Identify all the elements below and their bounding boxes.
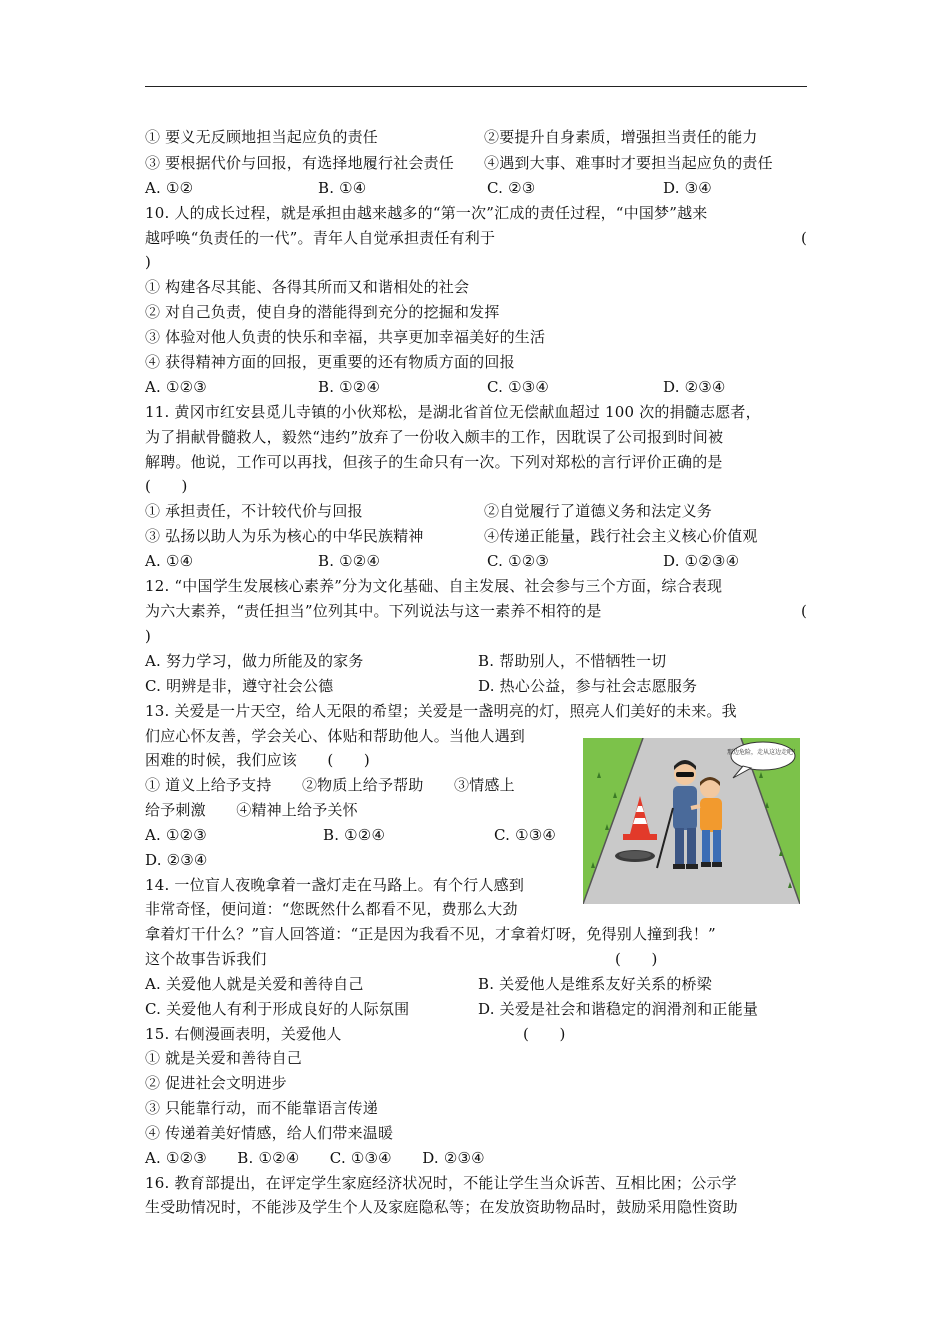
q9-answer-c: C. ②③ xyxy=(487,179,536,197)
q12-answer-b: B. 帮助别人，不惜牺牲一切 xyxy=(478,652,667,670)
q11-option-4: ④传递正能量，践行社会主义核心价值观 xyxy=(484,527,758,545)
q14-answer-paren: ( ) xyxy=(615,950,658,968)
q13-answer-a: A. ①②③ xyxy=(145,826,207,844)
q11-option-3: ③ 弘扬以助人为乐为核心的中华民族精神 xyxy=(145,527,424,545)
q10-stem-line2: 越呼唤“负责任的一代”。青年人自觉承担责任有利于 xyxy=(145,229,496,247)
q15-option-2: ② 促进社会文明进步 xyxy=(145,1074,287,1092)
q12-answer-a: A. 努力学习，做力所能及的家务 xyxy=(145,652,364,670)
header-rule xyxy=(145,86,807,87)
q16-stem-line1: 16. 教育部提出，在评定学生家庭经济状况时，不能让学生当众诉苦、互相比困；公示学 xyxy=(145,1174,737,1192)
q10-option-2: ② 对自己负责，使自身的潜能得到充分的挖掘和发挥 xyxy=(145,303,500,321)
q9-option-1: ① 要义无反顾地担当起应负的责任 xyxy=(145,128,378,146)
q14-answer-b: B. 关爱他人是维系友好关系的桥梁 xyxy=(478,975,712,993)
q9-answer-a: A. ①② xyxy=(145,179,194,197)
q12-stem-line2: 为六大素养，“责任担当”位列其中。下列说法与这一素养不相符的是 xyxy=(145,602,602,620)
q11-stem-line2: 为了捐献骨髓救人，毅然“违约”放弃了一份收入颇丰的工作，因耽误了公司报到时间被 xyxy=(145,428,724,446)
q9-answer-b: B. ①④ xyxy=(318,179,367,197)
q16-stem-line2: 生受助情况时，不能涉及学生个人及家庭隐私等；在发放资助物品时，鼓励采用隐性资助 xyxy=(145,1198,738,1216)
q11-answer-paren: ( ) xyxy=(145,477,188,495)
q15-option-4: ④ 传递着美好情感，给人们带来温暖 xyxy=(145,1124,394,1142)
q12-answer-c: C. 明辨是非，遵守社会公德 xyxy=(145,677,334,695)
q15-answers: A. ①②③ B. ①②④ C. ①③④ D. ②③④ xyxy=(145,1149,485,1167)
q14-stem-line4: 这个故事告诉我们 xyxy=(145,950,267,968)
q9-option-2: ②要提升自身素质，增强担当责任的能力 xyxy=(484,128,758,146)
q15-option-1: ① 就是关爱和善待自己 xyxy=(145,1049,302,1067)
q9-option-4: ④遇到大事、难事时才要担当起应负的责任 xyxy=(484,154,773,172)
q14-stem-line1: 14. 一位盲人夜晚拿着一盏灯走在马路上。有个行人感到 xyxy=(145,876,525,894)
q11-stem-line1: 11. 黄冈市红安县觅儿寺镇的小伙郑松，是湖北省首位无偿献血超过 100 次的捐髓志愿者， xyxy=(145,403,761,421)
q10-answer-a: A. ①②③ xyxy=(145,378,207,396)
q12-paren-close: ) xyxy=(145,627,152,645)
q12-answer-d: D. 热心公益，参与社会志愿服务 xyxy=(478,677,698,695)
q11-answer-a: A. ①④ xyxy=(145,552,194,570)
speech-bubble xyxy=(731,742,795,770)
q14-answer-a: A. 关爱他人就是关爱和善待自己 xyxy=(145,975,364,993)
q11-answer-b: B. ①②④ xyxy=(318,552,381,570)
q10-paren-close: ) xyxy=(145,253,152,271)
q11-option-1: ① 承担责任，不计较代价与回报 xyxy=(145,502,363,520)
q15-option-3: ③ 只能靠行动，而不能靠语言传递 xyxy=(145,1099,378,1117)
q10-option-1: ① 构建各尽其能、各得其所而又和谐相处的社会 xyxy=(145,278,470,296)
q15-stem: 15. 右侧漫画表明，关爱他人 xyxy=(145,1025,342,1043)
q11-stem-line3: 解聘。他说，工作可以再找，但孩子的生命只有一次。下列对郑松的言行评价正确的是 xyxy=(145,453,723,471)
q13-answer-b: B. ①②④ xyxy=(323,826,386,844)
q13-answer-c: C. ①③④ xyxy=(494,826,557,844)
q10-answer-c: C. ①③④ xyxy=(487,378,550,396)
speech-text: 那边危险，走从这边走吧！ xyxy=(726,749,800,756)
q13-stem-line1: 13. 关爱是一片天空，给人无限的希望；关爱是一盏明亮的灯，照亮人们美好的未来。我 xyxy=(145,702,737,720)
q13-stem-line2: 们应心怀友善，学会关心、体贴和帮助他人。当他人遇到 xyxy=(145,727,526,745)
q9-option-3: ③ 要根据代价与回报，有选择地履行社会责任 xyxy=(145,154,454,172)
q12-paren-open: ( xyxy=(801,602,808,620)
q9-answer-d: D. ③④ xyxy=(663,179,712,197)
q13-options-line2: 给予刺激 ④精神上给予关怀 xyxy=(145,801,358,819)
q15-answer-paren: ( ) xyxy=(523,1025,566,1043)
q11-answer-c: C. ①②③ xyxy=(487,552,550,570)
q13-answer-d: D. ②③④ xyxy=(145,851,208,869)
q14-stem-line2: 非常奇怪，便问道：“您既然什么都看不见，费那么大劲 xyxy=(145,900,518,918)
q10-paren-open: ( xyxy=(801,229,808,247)
q14-stem-line3: 拿着灯干什么？”盲人回答道：“正是因为我看不见，才拿着灯呀，免得别人撞到我！” xyxy=(145,925,716,943)
q14-answer-c: C. 关爱他人有利于形成良好的人际氛围 xyxy=(145,1000,410,1018)
q13-options-line1: ① 道义上给予支持 ②物质上给予帮助 ③情感上 xyxy=(145,776,515,794)
q10-answer-b: B. ①②④ xyxy=(318,378,381,396)
q10-option-4: ④ 获得精神方面的回报，更重要的还有物质方面的回报 xyxy=(145,353,515,371)
q13-stem-line3: 困难的时候，我们应该 ( ) xyxy=(145,751,370,769)
cartoon-illustration xyxy=(583,738,800,904)
q14-answer-d: D. 关爱是社会和谐稳定的润滑剂和正能量 xyxy=(478,1000,759,1018)
q11-answer-d: D. ①②③④ xyxy=(663,552,740,570)
q10-answer-d: D. ②③④ xyxy=(663,378,726,396)
q11-option-2: ②自觉履行了道德义务和法定义务 xyxy=(484,502,713,520)
q10-stem-line1: 10. 人的成长过程，就是承担由越来越多的“第一次”汇成的责任过程，“中国梦”越来 xyxy=(145,204,708,222)
q12-stem-line1: 12. “中国学生发展核心素养”分为文化基础、自主发展、社会参与三个方面，综合表现 xyxy=(145,577,723,595)
q10-option-3: ③ 体验对他人负责的快乐和幸福，共享更加幸福美好的生活 xyxy=(145,328,546,346)
